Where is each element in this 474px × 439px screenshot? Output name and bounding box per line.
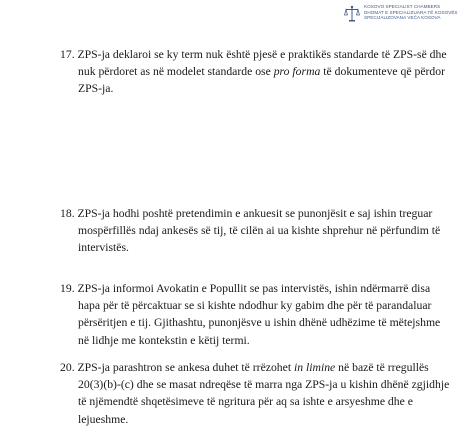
paragraph-line — [60, 46, 447, 63]
logo-line-serbian: SPECIJALIZOVANA VEĆA KOSOVA — [364, 15, 441, 21]
paragraph-line — [60, 63, 447, 80]
text-segment: hapa për të përcaktuar se si kishte ndodhur ky gabim dhe për të parandaluar — [78, 299, 432, 313]
paragraph-line — [60, 297, 440, 314]
paragraph-line — [60, 376, 449, 393]
text-segment: ZPS-ja. — [78, 82, 114, 96]
text-segment: 20. ZPS-ja parashtron se ankesa duhet të rrëzohet — [60, 361, 294, 374]
text-segment: të dokumenteve që përdor — [320, 65, 445, 79]
header-logo — [344, 4, 458, 23]
paragraph-19 — [60, 280, 440, 349]
paragraph-line — [60, 411, 449, 428]
text-segment: 19. ZPS-ja informoi Avokatin e Popullit se pas intervistës, ishin ndërmarrë disa — [60, 282, 431, 295]
text-segment: lejueshme. — [78, 412, 129, 426]
paragraph-line — [60, 314, 440, 331]
paragraph-20 — [60, 359, 449, 428]
italic-term: in limine — [294, 361, 336, 374]
paragraph-line — [60, 80, 447, 97]
paragraph-line — [60, 332, 440, 349]
text-segment: në bazë të rregullës — [335, 361, 429, 374]
text-segment: në lidhje me kontekstin e këtij termi. — [78, 333, 250, 347]
text-segment: përsëritjen e tij. Gjithashtu, punonjësve u ishin dhënë udhëzime të mëtejshme — [78, 316, 441, 330]
logo-line-albanian: DHOMAT E SPECIALIZUARA TË KOSOVËS — [364, 9, 458, 15]
text-segment: 18. ZPS-ja hodhi poshtë pretendimin e ankuesit se punonjësit e saj ishin treguar — [60, 207, 433, 220]
paragraph-line — [60, 393, 449, 410]
text-segment: të njëmendtë shqetësimeve të ngritura për aq sa ishte e arsyeshme dhe e — [78, 395, 413, 409]
text-segment: 20(3)(b)-(c) dhe se masat ndreqëse të marra nga ZPS-ja u kishin dhënë zgjidhje — [78, 378, 450, 392]
paragraph-line — [60, 359, 449, 376]
paragraph-18 — [60, 205, 440, 257]
paragraph-line — [60, 205, 440, 222]
paragraph-17 — [60, 46, 447, 98]
paragraph-line — [60, 222, 440, 239]
logo-text — [364, 4, 458, 21]
text-segment: mospërfillës ndaj ankesës së tij, të cilën ai ua kishte shprehur në përfundim të — [78, 224, 441, 238]
text-segment: intervistës. — [78, 241, 129, 255]
paragraph-line — [60, 280, 440, 297]
text-segment: nuk përdoret as në modelet standarde ose — [78, 65, 274, 79]
text-segment: 17. ZPS-ja deklaroi se ky term nuk është pjesë e praktikës standarde të ZPS-së dhe — [60, 48, 447, 61]
scales-of-justice-icon — [344, 5, 360, 23]
logo-line-english: KOSOVO SPECIALIST CHAMBERS — [364, 4, 441, 9]
paragraph-line — [60, 239, 440, 256]
italic-term: pro forma — [273, 65, 321, 79]
